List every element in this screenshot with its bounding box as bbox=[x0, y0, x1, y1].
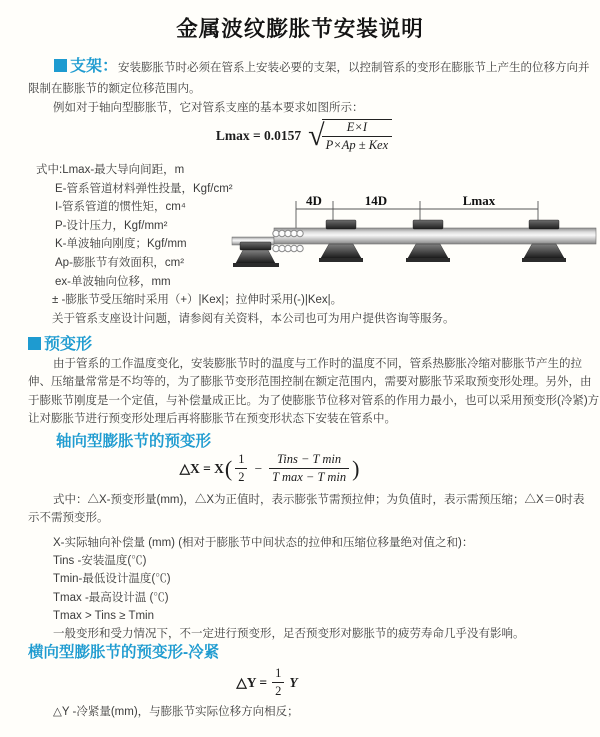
dimension-label-lmax: Lmax bbox=[462, 193, 496, 208]
half-fraction bbox=[235, 452, 247, 485]
formula-lmax-fraction bbox=[322, 119, 393, 153]
axial-paragraph bbox=[28, 491, 600, 528]
support-heading: 支架： bbox=[70, 58, 119, 75]
fraction-numerator: Tins − T min bbox=[269, 452, 349, 469]
definition-line: E-管系管道材料弹性投量，Kgf/cm² bbox=[55, 182, 233, 195]
formula-axial-lhs: △X = X bbox=[179, 460, 224, 476]
support-line: 例如对于轴向型膨胀节，它对管系支座的基本要求如图所示： bbox=[53, 102, 364, 114]
section-square-icon bbox=[54, 59, 67, 72]
predeform-heading: 预变形 bbox=[44, 336, 93, 353]
support-line: 安装膨胀节时必须在管系上安装必要的支架，以控制管系的变形在膨胀节上产生的位移方向并 bbox=[118, 62, 590, 74]
right-paren: ) bbox=[352, 455, 360, 481]
predeform-heading-row bbox=[28, 331, 92, 354]
dimension-label-14d: 14D bbox=[364, 193, 388, 208]
formula-axial bbox=[0, 452, 570, 485]
left-paren: ( bbox=[224, 455, 233, 481]
axial-para-line: 示不需预变形。 bbox=[28, 512, 109, 525]
pipe bbox=[274, 228, 596, 244]
section-square-icon bbox=[28, 337, 41, 350]
pipe-support-diagram bbox=[230, 192, 600, 292]
formula-lateral bbox=[0, 666, 567, 699]
lateral-note: △Y -冷紧量(mm)，与膨胀节实际位移方向相反； bbox=[53, 706, 299, 718]
definition-line: I-管系管道的惯性矩，cm⁴ bbox=[55, 201, 186, 214]
half-fraction bbox=[272, 666, 284, 699]
predeform-line: 让对膨胀节进行预变形处理后再将膨胀节在预变形状态下安装在管系中。 bbox=[28, 412, 396, 425]
lateral-heading: 横向型膨胀节的预变形-冷紧 bbox=[28, 644, 220, 661]
axial-item: Tmin-最低设计温度(℃) bbox=[53, 573, 171, 586]
axial-item: 一般变形和受力情况下，不一定进行预变形，足否预变形对膨胀节的疲劳寿命几乎没有影响。 bbox=[53, 628, 525, 641]
fraction-denominator: T max − T min bbox=[272, 470, 347, 484]
axial-heading: 轴向型膨胀节的预变形 bbox=[56, 433, 212, 450]
formula-lateral-lhs: △Y = bbox=[236, 674, 268, 690]
definition-line: 关于管系支座设计问题，请参阅有关资料，本公司也可为用户提供咨询等服务。 bbox=[52, 312, 455, 325]
definition-line: Ap-膨胀节有效面积，cm² bbox=[55, 256, 185, 269]
definition-line: 式中:Lmax-最大导向间距，m bbox=[36, 164, 185, 176]
support-first-line bbox=[28, 55, 600, 80]
formula-lmax-lhs: Lmax = 0.0157 bbox=[215, 128, 302, 143]
axial-item: Tmax > Tins ≥ Tmin bbox=[53, 609, 154, 622]
predeform-line: 伸、压缩量常常是不均等的，为了膨胀节变形范围控制在额定范围内，需要对膨胀节采取预变形处理。另外，由 bbox=[28, 376, 592, 389]
page-title: 金属波纹膨胀节安装说明 bbox=[176, 17, 424, 41]
fraction-denominator: 2 bbox=[238, 470, 245, 484]
predeform-paragraph bbox=[28, 355, 600, 428]
predeform-line: 由于管系的工作温度变化，安装膨胀节时的温度与工作时的温度不同，管系热膨胀冷缩对膨胀节产生的拉 bbox=[53, 358, 582, 370]
predeform-line: 于膨账节刚度是一个定值，与补偿量成正比。为了使膨胀节位移对管系的作用力最小，也可以采用预变形(冷紧)方 bbox=[28, 394, 600, 407]
minus-sign: − bbox=[254, 460, 263, 476]
dimension-label-4d: 4D bbox=[306, 193, 322, 208]
fraction-numerator: E×I bbox=[322, 120, 393, 137]
fraction-denominator: P×Ap ± Kex bbox=[325, 138, 389, 152]
definition-line: K-单波轴向刚度；Kgf/mm bbox=[55, 238, 187, 251]
formula-lmax bbox=[4, 119, 600, 153]
formula-lateral-rhs: Y bbox=[289, 674, 298, 690]
definition-line: ± -膨胀节受压缩时采用（+）|Kex|；拉伸时采用(-)|Kex|。 bbox=[52, 294, 343, 307]
fraction-numerator: 1 bbox=[235, 452, 247, 469]
definition-line: P-设计压力，Kgf/mm² bbox=[55, 219, 168, 232]
sqrt-radical-sign: √ bbox=[308, 119, 325, 152]
axial-item: Tmax -最高设计温 (℃) bbox=[53, 591, 169, 604]
pipe-support bbox=[233, 242, 279, 267]
axial-para-line: 式中：△X-预变形量(mm)，△X为正值时，表示膨张节需预拉伸；为负值时，表示需预压缩；△X＝0时表 bbox=[53, 494, 585, 506]
axial-item: Tins -安装温度(℃) bbox=[53, 555, 147, 568]
axial-item: X-实际轴向补偿量 (mm) (相对于膨胀节中间状态的拉伸和压缩位移量绝对值之和)： bbox=[53, 537, 474, 549]
fraction-denominator: 2 bbox=[275, 684, 282, 698]
definition-line: ex-单波轴向位移，mm bbox=[55, 275, 171, 288]
temperature-fraction bbox=[269, 452, 349, 485]
fraction-numerator: 1 bbox=[272, 666, 284, 683]
support-line: 限制在膨胀节的额定位移范围内。 bbox=[28, 83, 201, 95]
axial-items bbox=[28, 534, 600, 643]
support-section bbox=[28, 55, 600, 118]
